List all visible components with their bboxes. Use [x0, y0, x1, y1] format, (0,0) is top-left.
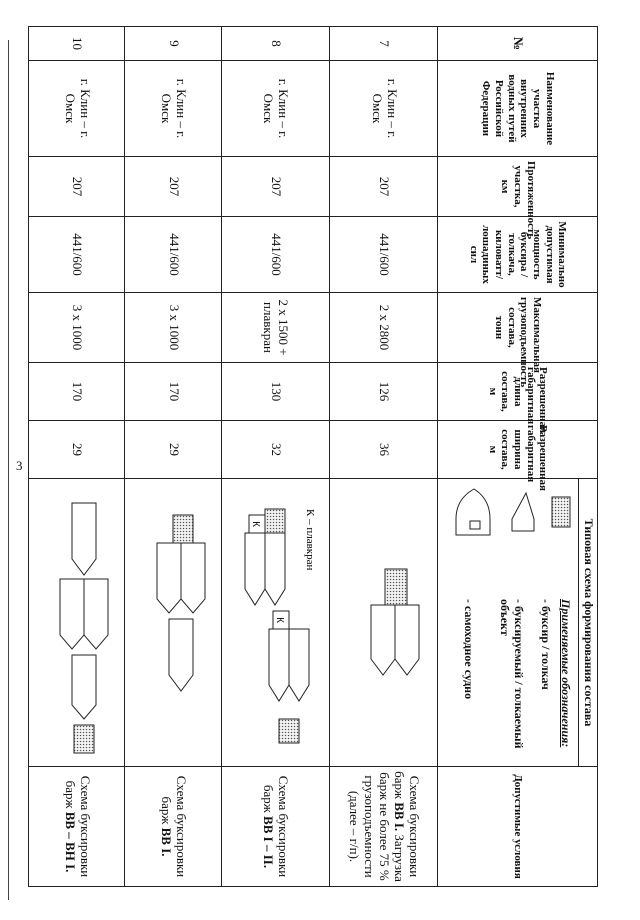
row-capacity: 2 x 2800 [329, 293, 437, 363]
row-max-width: 29 [29, 421, 125, 479]
row-power: 441/600 [125, 217, 221, 293]
row-capacity: 3 x 1000 [125, 293, 221, 363]
row-name: г. Клин – г. Омск [329, 61, 437, 157]
row-scheme [125, 479, 221, 767]
scheme-title: Типовая схема формирования состава [578, 479, 597, 766]
row-scheme [29, 479, 125, 767]
barge-icon [395, 605, 419, 675]
row-conditions [125, 767, 221, 887]
page-edge-line [8, 40, 9, 900]
crane-icon [249, 515, 265, 533]
row-max-width: 32 [221, 421, 329, 479]
row-name: г. Клин – г. Омск [221, 61, 329, 157]
page-number: 3 [16, 458, 23, 473]
cond-bold: ВВ I. [159, 827, 175, 857]
legend-item-barge: - буксируемый / толкаемый объект [497, 599, 526, 749]
cond-bold: ВВ I. [392, 802, 407, 832]
row-max-length: 130 [221, 363, 329, 421]
barge-icon [269, 629, 289, 701]
row-conditions [29, 767, 125, 887]
barge-icon [289, 629, 309, 701]
row-power: 441/600 [221, 217, 329, 293]
crane-note: К – плавкран [303, 509, 316, 571]
legend-text [459, 599, 578, 766]
scheme-diagram-row-9 [141, 479, 221, 767]
header-name: Наименование участка внутренних водных путей Российской Федерации [438, 61, 598, 157]
barge-icon [84, 579, 108, 649]
convoy-table [28, 26, 598, 887]
barge-icon [72, 655, 96, 719]
header-capacity: Максимальная грузоподъемность состава, тонн [438, 293, 598, 363]
legend [438, 479, 578, 766]
row-length: 207 [329, 157, 437, 217]
row-no: 7 [329, 27, 437, 61]
row-name: г. Клин – г. Омск [125, 61, 221, 157]
tug-icon [279, 719, 299, 743]
cond-text: Схема буксировки барж [392, 771, 422, 878]
cond-text: Схема буксировки барж [62, 775, 93, 878]
crane-icon [273, 611, 289, 629]
row-max-length: 126 [329, 363, 437, 421]
cond-bold: ВВ I – II. [261, 816, 277, 869]
row-no: 10 [29, 27, 125, 61]
table-row [329, 27, 437, 887]
tug-icon [74, 725, 94, 753]
barge-icon [72, 503, 96, 575]
tug-legend-icon [552, 497, 570, 527]
row-name: г. Клин – г. Омск [29, 61, 125, 157]
legend-title: Применяемые обозначения: [559, 599, 574, 748]
scheme-diagram-row-8 [239, 479, 329, 767]
row-conditions [329, 767, 437, 887]
header-max-width: Разрешенная габаритная ширина состава, м [438, 421, 598, 479]
row-scheme [329, 479, 437, 767]
cond-text: Схема буксировки барж [261, 775, 292, 878]
table-row [221, 27, 329, 887]
row-no: 8 [221, 27, 329, 61]
cond-text-post: Загрузка барж не более 75 % грузоподъемности (далее – г/п). [347, 772, 407, 882]
tug-icon [265, 509, 285, 533]
scheme-diagram-row-10 [44, 479, 124, 767]
table-row [125, 27, 221, 887]
row-power: 441/600 [29, 217, 125, 293]
row-max-width: 29 [125, 421, 221, 479]
row-length: 207 [221, 157, 329, 217]
barge-icon [157, 543, 181, 613]
header-scheme [438, 479, 598, 767]
row-capacity: 3 x 1000 [29, 293, 125, 363]
crane-mark: К [273, 617, 285, 623]
crane-mark: К [249, 521, 261, 527]
header-conditions: Допустимые условия [438, 767, 598, 887]
header-power: Минимально допустимая мощность буксира / толкача, киловатт/лошадиных сил [438, 217, 598, 293]
row-power: 441/600 [329, 217, 437, 293]
row-capacity: 2 x 1500 + плавкран [221, 293, 329, 363]
legend-item-ship: - самоходное судно [462, 599, 477, 700]
ship-legend-icon [456, 489, 490, 535]
tug-icon [385, 569, 407, 605]
scheme-diagram-row-7 [347, 479, 437, 767]
barge-icon [265, 533, 285, 605]
header-row [438, 27, 598, 887]
barge-icon [371, 605, 395, 675]
row-max-length: 170 [29, 363, 125, 421]
table-row [29, 27, 125, 887]
row-no: 9 [125, 27, 221, 61]
tug-icon [173, 515, 193, 543]
barge-icon [60, 579, 84, 649]
header-length: Протяженность участка, км [438, 157, 598, 217]
legend-icons [438, 479, 578, 599]
cond-text: Схема буксировки барж [159, 775, 189, 878]
row-max-width: 36 [329, 421, 437, 479]
row-max-length: 170 [125, 363, 221, 421]
header-max-length: Разрешенная габаритная длина состава, м [438, 363, 598, 421]
row-scheme [221, 479, 329, 767]
legend-item-tug: - буксир / толкач [539, 599, 554, 690]
barge-icon [245, 533, 265, 605]
cond-bold: ВВ – ВН I. [62, 811, 78, 873]
barge-icon [181, 543, 205, 613]
header-no: № [438, 27, 598, 61]
row-length: 207 [29, 157, 125, 217]
barge-icon [169, 619, 193, 691]
row-conditions [221, 767, 329, 887]
barge-legend-icon [512, 493, 534, 531]
row-length: 207 [125, 157, 221, 217]
rotated-table-container [28, 26, 598, 886]
